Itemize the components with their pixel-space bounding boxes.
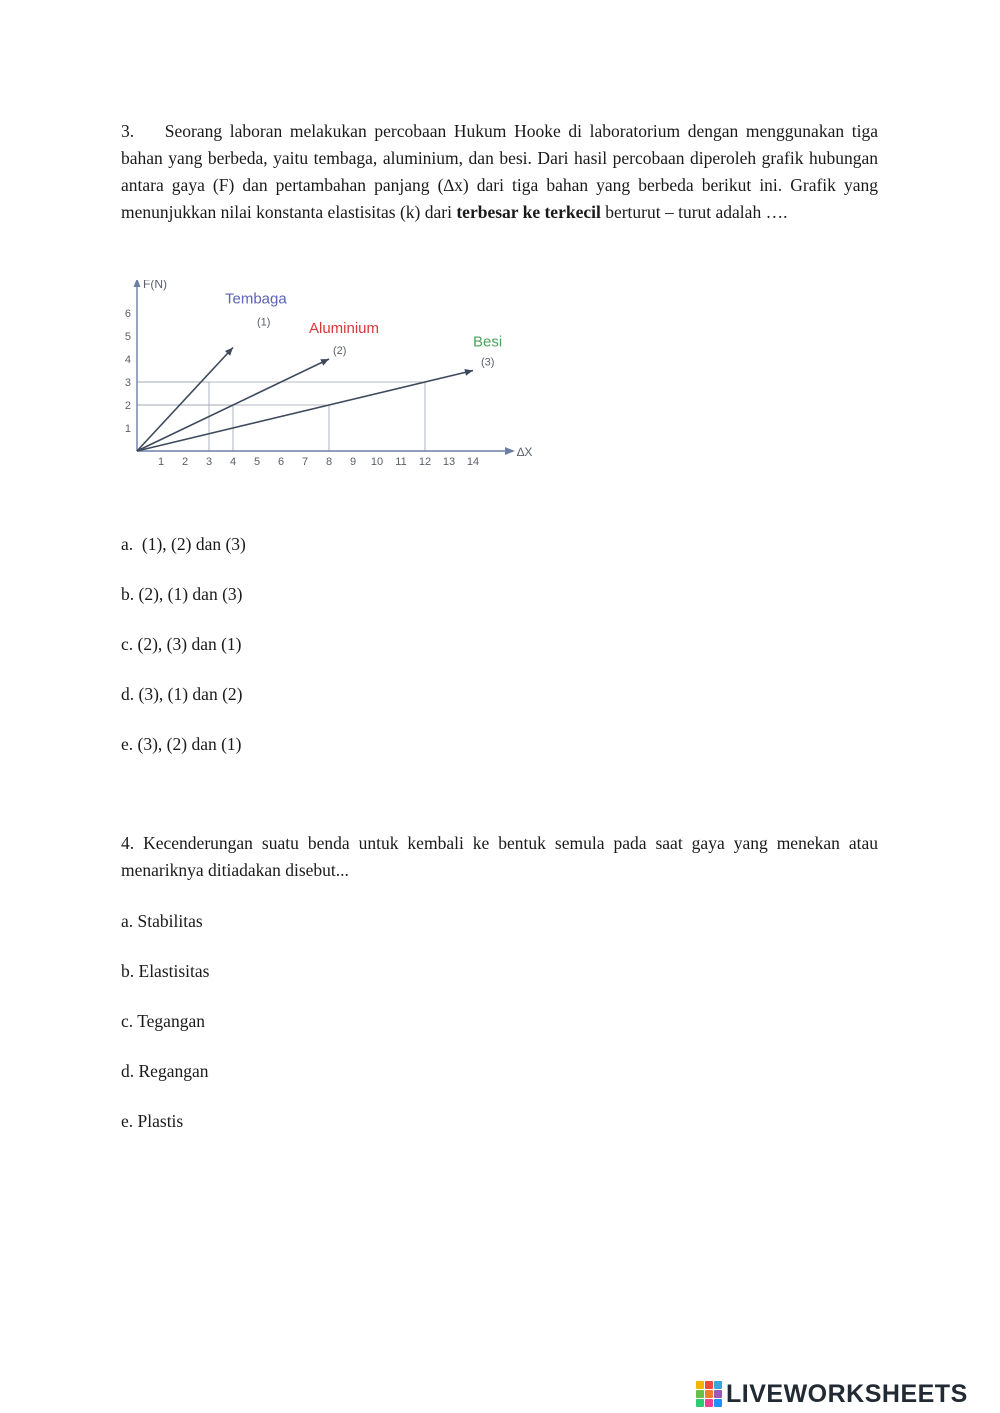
series-id-aluminium: (2) (333, 345, 347, 357)
x-tick-label: 11 (395, 456, 407, 468)
y-axis-arrow (134, 280, 141, 287)
x-axis-label: ∆X (517, 445, 533, 459)
brand-name: LIVEWORKSHEETS (726, 1379, 968, 1408)
liveworksheets-logo-icon (696, 1381, 722, 1407)
q3-option-d[interactable]: d. (3), (1) dan (2) (121, 684, 243, 704)
y-axis-label: F(N) (143, 280, 167, 291)
series-label-besi: Besi (473, 333, 503, 351)
question-4-text: 4. Kecenderungan suatu benda untuk kembali ke bentuk semula pada saat gaya yang menekan atau menariknya ditiadakan disebut... (121, 833, 878, 880)
x-tick-label: 7 (301, 456, 309, 468)
q4-option-d[interactable]: d. Regangan (121, 1061, 209, 1081)
logo-tile (714, 1381, 722, 1389)
x-tick-label: 5 (253, 456, 261, 468)
q4-option-c[interactable]: c. Tegangan (121, 1011, 205, 1031)
y-tick-label: 5 (124, 331, 131, 343)
logo-tile (705, 1381, 713, 1389)
q3-option-c[interactable]: c. (2), (3) dan (1) (121, 634, 242, 654)
x-tick-label: 9 (349, 456, 357, 468)
question-3-text-after: berturut – turut adalah …. (600, 202, 788, 222)
logo-tile (696, 1381, 704, 1389)
q3-option-e[interactable]: e. (3), (2) dan (1) (121, 734, 242, 754)
q4-option-e[interactable]: e. Plastis (121, 1111, 184, 1131)
y-tick-label: 4 (124, 354, 131, 366)
logo-tile (705, 1399, 713, 1407)
y-tick-label: 2 (124, 400, 131, 412)
x-tick-label: 1 (157, 456, 165, 468)
x-tick-label: 2 (181, 456, 189, 468)
series-id-besi: (3) (481, 356, 495, 369)
x-tick-label: 12 (418, 456, 432, 468)
y-tick-label: 6 (124, 308, 131, 320)
series-label-tembaga: Tembaga (225, 290, 287, 308)
logo-tile (705, 1390, 713, 1398)
x-tick-label: 8 (325, 456, 333, 468)
series-line-besi (137, 371, 473, 452)
x-tick-label: 14 (466, 456, 480, 468)
hooke-graph (120, 280, 540, 480)
question-3-text-before: 3. Seorang laboran melakukan percobaan Hukum Hooke di laboratorium dengan menggunakan tiga bahan yang berbeda, yaitu tembaga, aluminium, dan besi. Dari hasil percobaan diperoleh grafik hubungan antara gaya (F) dan pertambahan panjang (∆x) dari tiga bahan yang berbeda berikut ini. Grafik yang menunjukkan nilai konstanta elastisitas (k) dari (121, 121, 878, 222)
series-id-tembaga: (1) (257, 316, 271, 329)
question-3-text-bold: terbesar ke terkecil (456, 202, 601, 222)
series-label-aluminium: Aluminium (309, 320, 380, 337)
x-tick-label: 4 (229, 456, 237, 468)
liveworksheets-brand (696, 1378, 968, 1410)
x-tick-label: 3 (205, 456, 213, 468)
series-arrow-besi (464, 369, 473, 376)
x-axis-arrow (505, 447, 515, 455)
q3-option-b[interactable]: b. (2), (1) dan (3) (121, 584, 243, 604)
q3-option-a[interactable]: a. (1), (2) dan (3) (121, 534, 246, 554)
logo-tile (696, 1399, 704, 1407)
y-tick-label: 3 (124, 377, 131, 389)
x-tick-label: 6 (277, 456, 285, 468)
q4-option-b[interactable]: b. Elastisitas (121, 961, 210, 981)
logo-tile (696, 1390, 704, 1398)
y-tick-label: 1 (124, 423, 131, 435)
question-3-text (121, 118, 878, 226)
series-line-tembaga (137, 348, 233, 452)
x-tick-label: 10 (370, 456, 384, 468)
logo-tile (714, 1390, 722, 1398)
logo-tile (714, 1399, 722, 1407)
x-tick-label: 13 (442, 456, 456, 468)
q4-option-a[interactable]: a. Stabilitas (121, 911, 203, 931)
